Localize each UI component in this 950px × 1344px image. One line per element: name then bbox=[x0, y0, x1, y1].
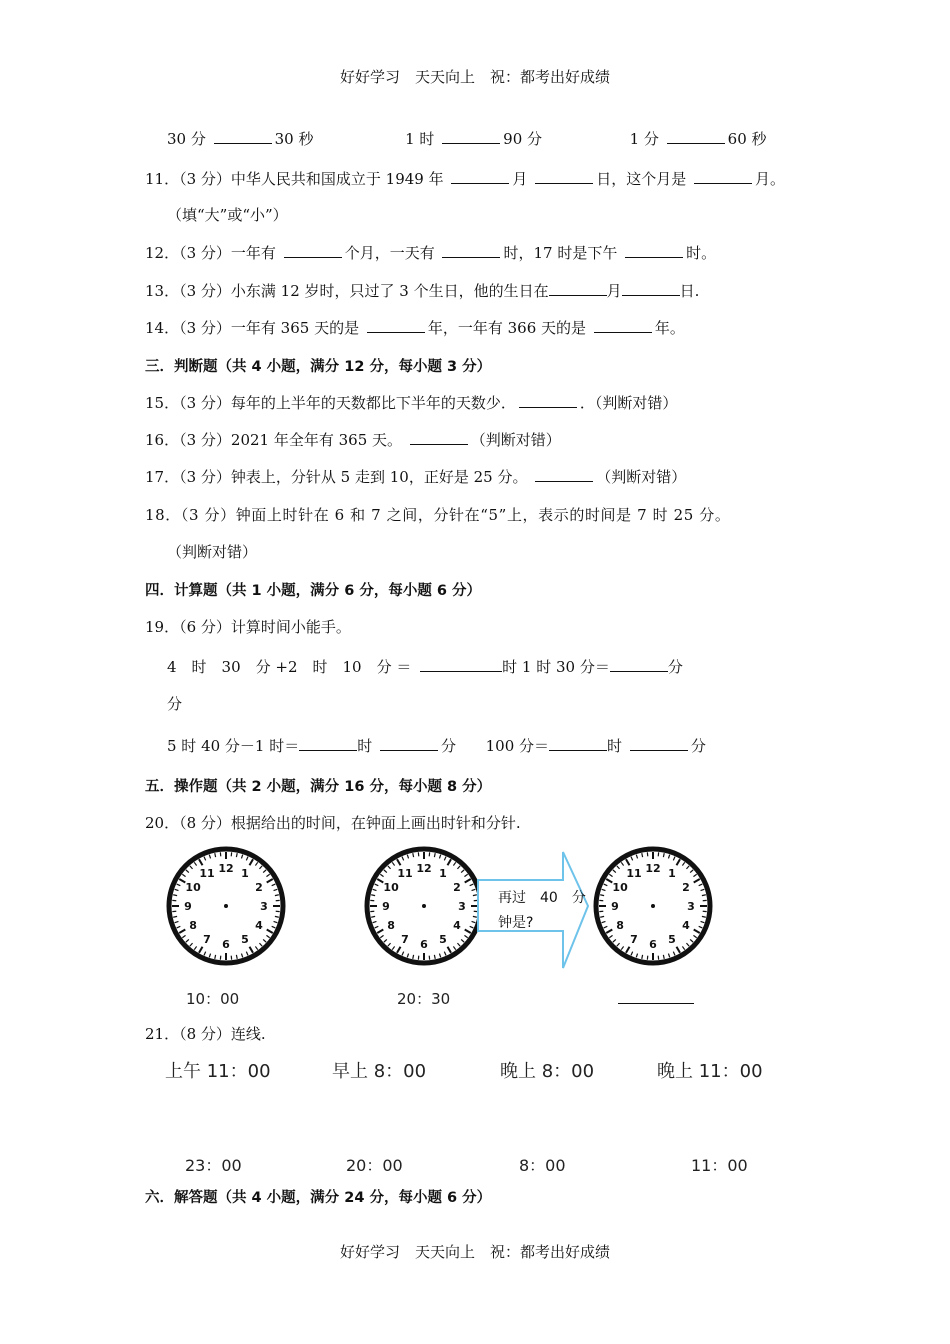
clock-tick bbox=[434, 955, 435, 959]
q19-blank-5[interactable] bbox=[549, 736, 607, 751]
q17-blank[interactable] bbox=[535, 467, 593, 482]
clock-number: 2 bbox=[453, 881, 461, 894]
clock-number: 2 bbox=[255, 881, 263, 894]
clock-number: 1 bbox=[439, 867, 447, 881]
clock-face-3[interactable] bbox=[596, 849, 710, 963]
connect-top-3[interactable]: 晚上 8：00 bbox=[500, 1061, 595, 1082]
clock-number: 12 bbox=[416, 862, 432, 875]
compare-b-right: 90 分 bbox=[503, 130, 543, 148]
clock-tick bbox=[473, 916, 477, 917]
clock-face-2[interactable] bbox=[367, 849, 481, 963]
q19-blank-4[interactable] bbox=[380, 736, 438, 751]
q19-line-2: 分 bbox=[167, 695, 183, 713]
q11-blank-month[interactable] bbox=[451, 169, 509, 184]
clock-tick bbox=[642, 955, 643, 959]
compare-b-left: 1 时 bbox=[405, 130, 435, 148]
clock-number: 7 bbox=[401, 932, 409, 946]
clock-3-answer-blank[interactable] bbox=[618, 1003, 694, 1004]
q19-blank-2[interactable] bbox=[610, 657, 668, 672]
compare-c-blank[interactable] bbox=[667, 129, 725, 144]
q19-text: 时 bbox=[357, 737, 373, 755]
compare-a-right: 30 秒 bbox=[274, 130, 314, 148]
compare-a-blank[interactable] bbox=[214, 129, 272, 144]
q13-text: 月 bbox=[606, 282, 622, 300]
clock-tick bbox=[371, 916, 375, 917]
clock-tick bbox=[236, 955, 237, 959]
clock-tick bbox=[642, 853, 643, 857]
q19-text: 分 bbox=[667, 658, 683, 676]
page-footer: 好好学习 天天向上 祝：都考出好成绩 bbox=[339, 1243, 610, 1261]
connect-top-4[interactable]: 晚上 11：00 bbox=[657, 1061, 763, 1082]
clock-2-time: 20：30 bbox=[397, 990, 451, 1008]
clock-number: 5 bbox=[439, 932, 447, 946]
q15-text: 15．（3 分）每年的上半年的天数都比下半年的天数少． bbox=[145, 394, 516, 412]
clock-tick bbox=[215, 853, 216, 857]
q11-blank-size[interactable] bbox=[694, 169, 752, 184]
question-16 bbox=[145, 429, 561, 450]
clock-number: 10 bbox=[612, 881, 628, 894]
q12-text: 个月，一天有 bbox=[344, 244, 435, 262]
page-header: 好好学习 天天向上 祝：都考出好成绩 bbox=[339, 68, 610, 86]
clock-tick bbox=[413, 955, 414, 959]
time-compare-row bbox=[167, 128, 767, 149]
question-13 bbox=[145, 280, 699, 301]
q19-text: 分 bbox=[690, 737, 706, 755]
clock-tick bbox=[702, 916, 706, 917]
clock-number: 2 bbox=[682, 881, 690, 894]
compare-b-blank[interactable] bbox=[442, 129, 500, 144]
clock-tick bbox=[434, 853, 435, 857]
q16-blank[interactable] bbox=[410, 430, 468, 445]
clock-number: 7 bbox=[203, 932, 211, 946]
clock-number: 6 bbox=[649, 938, 657, 951]
clock-number: 10 bbox=[185, 881, 201, 894]
q16-text: （判断对错） bbox=[470, 431, 561, 449]
arrow-label-line1: 再过 40 分 bbox=[498, 890, 586, 906]
clock-number: 5 bbox=[241, 932, 249, 946]
question-18: 18．（3 分）钟面上时针在 6 和 7 之间，分针在“5”上，表示的时间是 7 时 25 分。 bbox=[145, 506, 731, 524]
question-21-title: 21．（8 分）连线. bbox=[145, 1025, 266, 1043]
q13-text: 日. bbox=[679, 282, 700, 300]
clock-number: 6 bbox=[420, 938, 428, 951]
connect-top-2[interactable]: 早上 8：00 bbox=[332, 1061, 427, 1082]
section-4-heading: 四．计算题（共 1 小题，满分 6 分，每小题 6 分） bbox=[145, 583, 482, 599]
q12-blank-hours[interactable] bbox=[442, 243, 500, 258]
q19-text: 时 1 时 30 分＝ bbox=[502, 658, 610, 676]
q12-text: 时，17 时是下午 bbox=[503, 244, 618, 262]
q12-blank-pm[interactable] bbox=[625, 243, 683, 258]
clock-number: 9 bbox=[184, 900, 192, 913]
q14-text: 年，一年有 366 天的是 bbox=[427, 319, 587, 337]
connect-bottom-4[interactable]: 11：00 bbox=[691, 1156, 748, 1175]
arrow-label bbox=[498, 886, 586, 936]
question-19-title: 19．（6 分）计算时间小能手。 bbox=[145, 618, 351, 636]
clock-number: 11 bbox=[199, 867, 215, 881]
clock-tick bbox=[600, 916, 604, 917]
clock-tick bbox=[173, 895, 177, 896]
clock-tick bbox=[215, 955, 216, 959]
q12-text: 12．（3 分）一年有 bbox=[145, 244, 276, 262]
clock-number: 4 bbox=[255, 919, 263, 932]
q19-line-3 bbox=[167, 735, 706, 756]
section-6-heading: 六．解答题（共 4 小题，满分 24 分，每小题 6 分） bbox=[145, 1190, 492, 1206]
q19-text: 5 时 40 分－1 时＝ bbox=[167, 737, 300, 755]
clock-tick bbox=[275, 916, 279, 917]
connect-bottom-2[interactable]: 20：00 bbox=[346, 1156, 403, 1175]
q19-blank-3[interactable] bbox=[299, 736, 357, 751]
question-12 bbox=[145, 242, 716, 263]
q13-blank-day[interactable] bbox=[622, 281, 680, 296]
clock-tick bbox=[371, 895, 375, 896]
clock-number: 5 bbox=[668, 932, 676, 946]
q19-text: 4 时 30 分 +2 时 10 分 ＝ bbox=[167, 658, 412, 676]
clock-number: 3 bbox=[458, 900, 466, 913]
clock-illustration bbox=[160, 840, 720, 980]
clock-number: 11 bbox=[397, 867, 413, 881]
section-5-heading: 五．操作题（共 2 小题，满分 16 分，每小题 8 分） bbox=[145, 779, 492, 795]
q11-text: 日，这个月是 bbox=[596, 170, 687, 188]
clock-tick bbox=[275, 895, 279, 896]
clock-number: 12 bbox=[218, 862, 234, 875]
q14-text: 14．（3 分）一年有 365 天的是 bbox=[145, 319, 360, 337]
q16-text: 16．（3 分）2021 年全年有 365 天。 bbox=[145, 431, 403, 449]
clock-tick bbox=[600, 895, 604, 896]
clock-number: 4 bbox=[682, 919, 690, 932]
clock-tick bbox=[413, 853, 414, 857]
question-15 bbox=[145, 392, 677, 413]
question-20-title: 20．（8 分）根据给出的时间，在钟面上画出时针和分针. bbox=[145, 814, 521, 832]
clock-center bbox=[224, 904, 228, 908]
q14-blank-common[interactable] bbox=[367, 318, 425, 333]
clock-number: 8 bbox=[189, 919, 197, 932]
question-14 bbox=[145, 317, 685, 338]
q12-text: 时。 bbox=[686, 244, 717, 262]
clock-number: 8 bbox=[387, 919, 395, 932]
q19-blank-6[interactable] bbox=[630, 736, 688, 751]
q19-blank-1[interactable] bbox=[420, 657, 502, 672]
clock-number: 7 bbox=[630, 932, 638, 946]
q11-text: 月 bbox=[512, 170, 528, 188]
clock-tick bbox=[236, 853, 237, 857]
clock-tick bbox=[663, 955, 664, 959]
clock-tick bbox=[173, 916, 177, 917]
q15-blank[interactable] bbox=[519, 393, 577, 408]
q13-blank-month[interactable] bbox=[549, 281, 607, 296]
compare-a-left: 30 分 bbox=[167, 130, 206, 148]
clock-number: 3 bbox=[687, 900, 695, 913]
clock-center bbox=[422, 904, 426, 908]
section-3-heading: 三．判断题（共 4 小题，满分 12 分，每小题 3 分） bbox=[145, 359, 492, 375]
clock-number: 8 bbox=[616, 919, 624, 932]
clock-number: 12 bbox=[645, 862, 661, 875]
clock-tick bbox=[663, 853, 664, 857]
q11-text: 月。 bbox=[755, 170, 786, 188]
compare-c-right: 60 秒 bbox=[727, 130, 767, 148]
q14-blank-leap[interactable] bbox=[594, 318, 652, 333]
q17-text: （判断对错） bbox=[596, 468, 687, 486]
connect-top-1[interactable]: 上午 11：00 bbox=[165, 1061, 271, 1082]
clock-tick bbox=[473, 895, 477, 896]
clock-1-time: 10：00 bbox=[186, 990, 240, 1008]
clock-tick bbox=[702, 895, 706, 896]
arrow-label-line2: 钟是? bbox=[498, 915, 534, 931]
clock-number: 3 bbox=[260, 900, 268, 913]
q19-line-1 bbox=[167, 656, 683, 677]
q11-hint: （填“大”或“小”） bbox=[167, 206, 288, 224]
clock-number: 10 bbox=[383, 881, 399, 894]
clock-number: 9 bbox=[382, 900, 390, 913]
connect-bottom-1[interactable]: 23：00 bbox=[185, 1156, 242, 1175]
question-11 bbox=[145, 168, 785, 189]
question-17 bbox=[145, 466, 686, 487]
compare-c-left: 1 分 bbox=[629, 130, 659, 148]
q14-text: 年。 bbox=[654, 319, 685, 337]
clock-number: 11 bbox=[626, 867, 642, 881]
q15-text: ．（判断对错） bbox=[579, 394, 678, 412]
clock-center bbox=[651, 904, 655, 908]
clock-number: 1 bbox=[241, 867, 249, 881]
clock-number: 9 bbox=[611, 900, 619, 913]
q19-text: 100 分＝ bbox=[485, 737, 550, 755]
q13-text: 13．（3 分）小东满 12 岁时，只过了 3 个生日，他的生日在 bbox=[145, 282, 549, 300]
clock-number: 6 bbox=[222, 938, 230, 951]
clock-face-1[interactable] bbox=[169, 849, 283, 963]
q19-text: 时 bbox=[607, 737, 623, 755]
clock-number: 1 bbox=[668, 867, 676, 881]
q12-blank-months[interactable] bbox=[284, 243, 342, 258]
clock-number: 4 bbox=[453, 919, 461, 932]
q17-text: 17．（3 分）钟表上，分针从 5 走到 10，正好是 25 分。 bbox=[145, 468, 528, 486]
q11-blank-day[interactable] bbox=[535, 169, 593, 184]
q19-text: 分 bbox=[441, 737, 457, 755]
q11-text: 11．（3 分）中华人民共和国成立于 1949 年 bbox=[145, 170, 444, 188]
q18-hint: （判断对错） bbox=[167, 543, 258, 561]
connect-bottom-3[interactable]: 8：00 bbox=[519, 1156, 566, 1175]
